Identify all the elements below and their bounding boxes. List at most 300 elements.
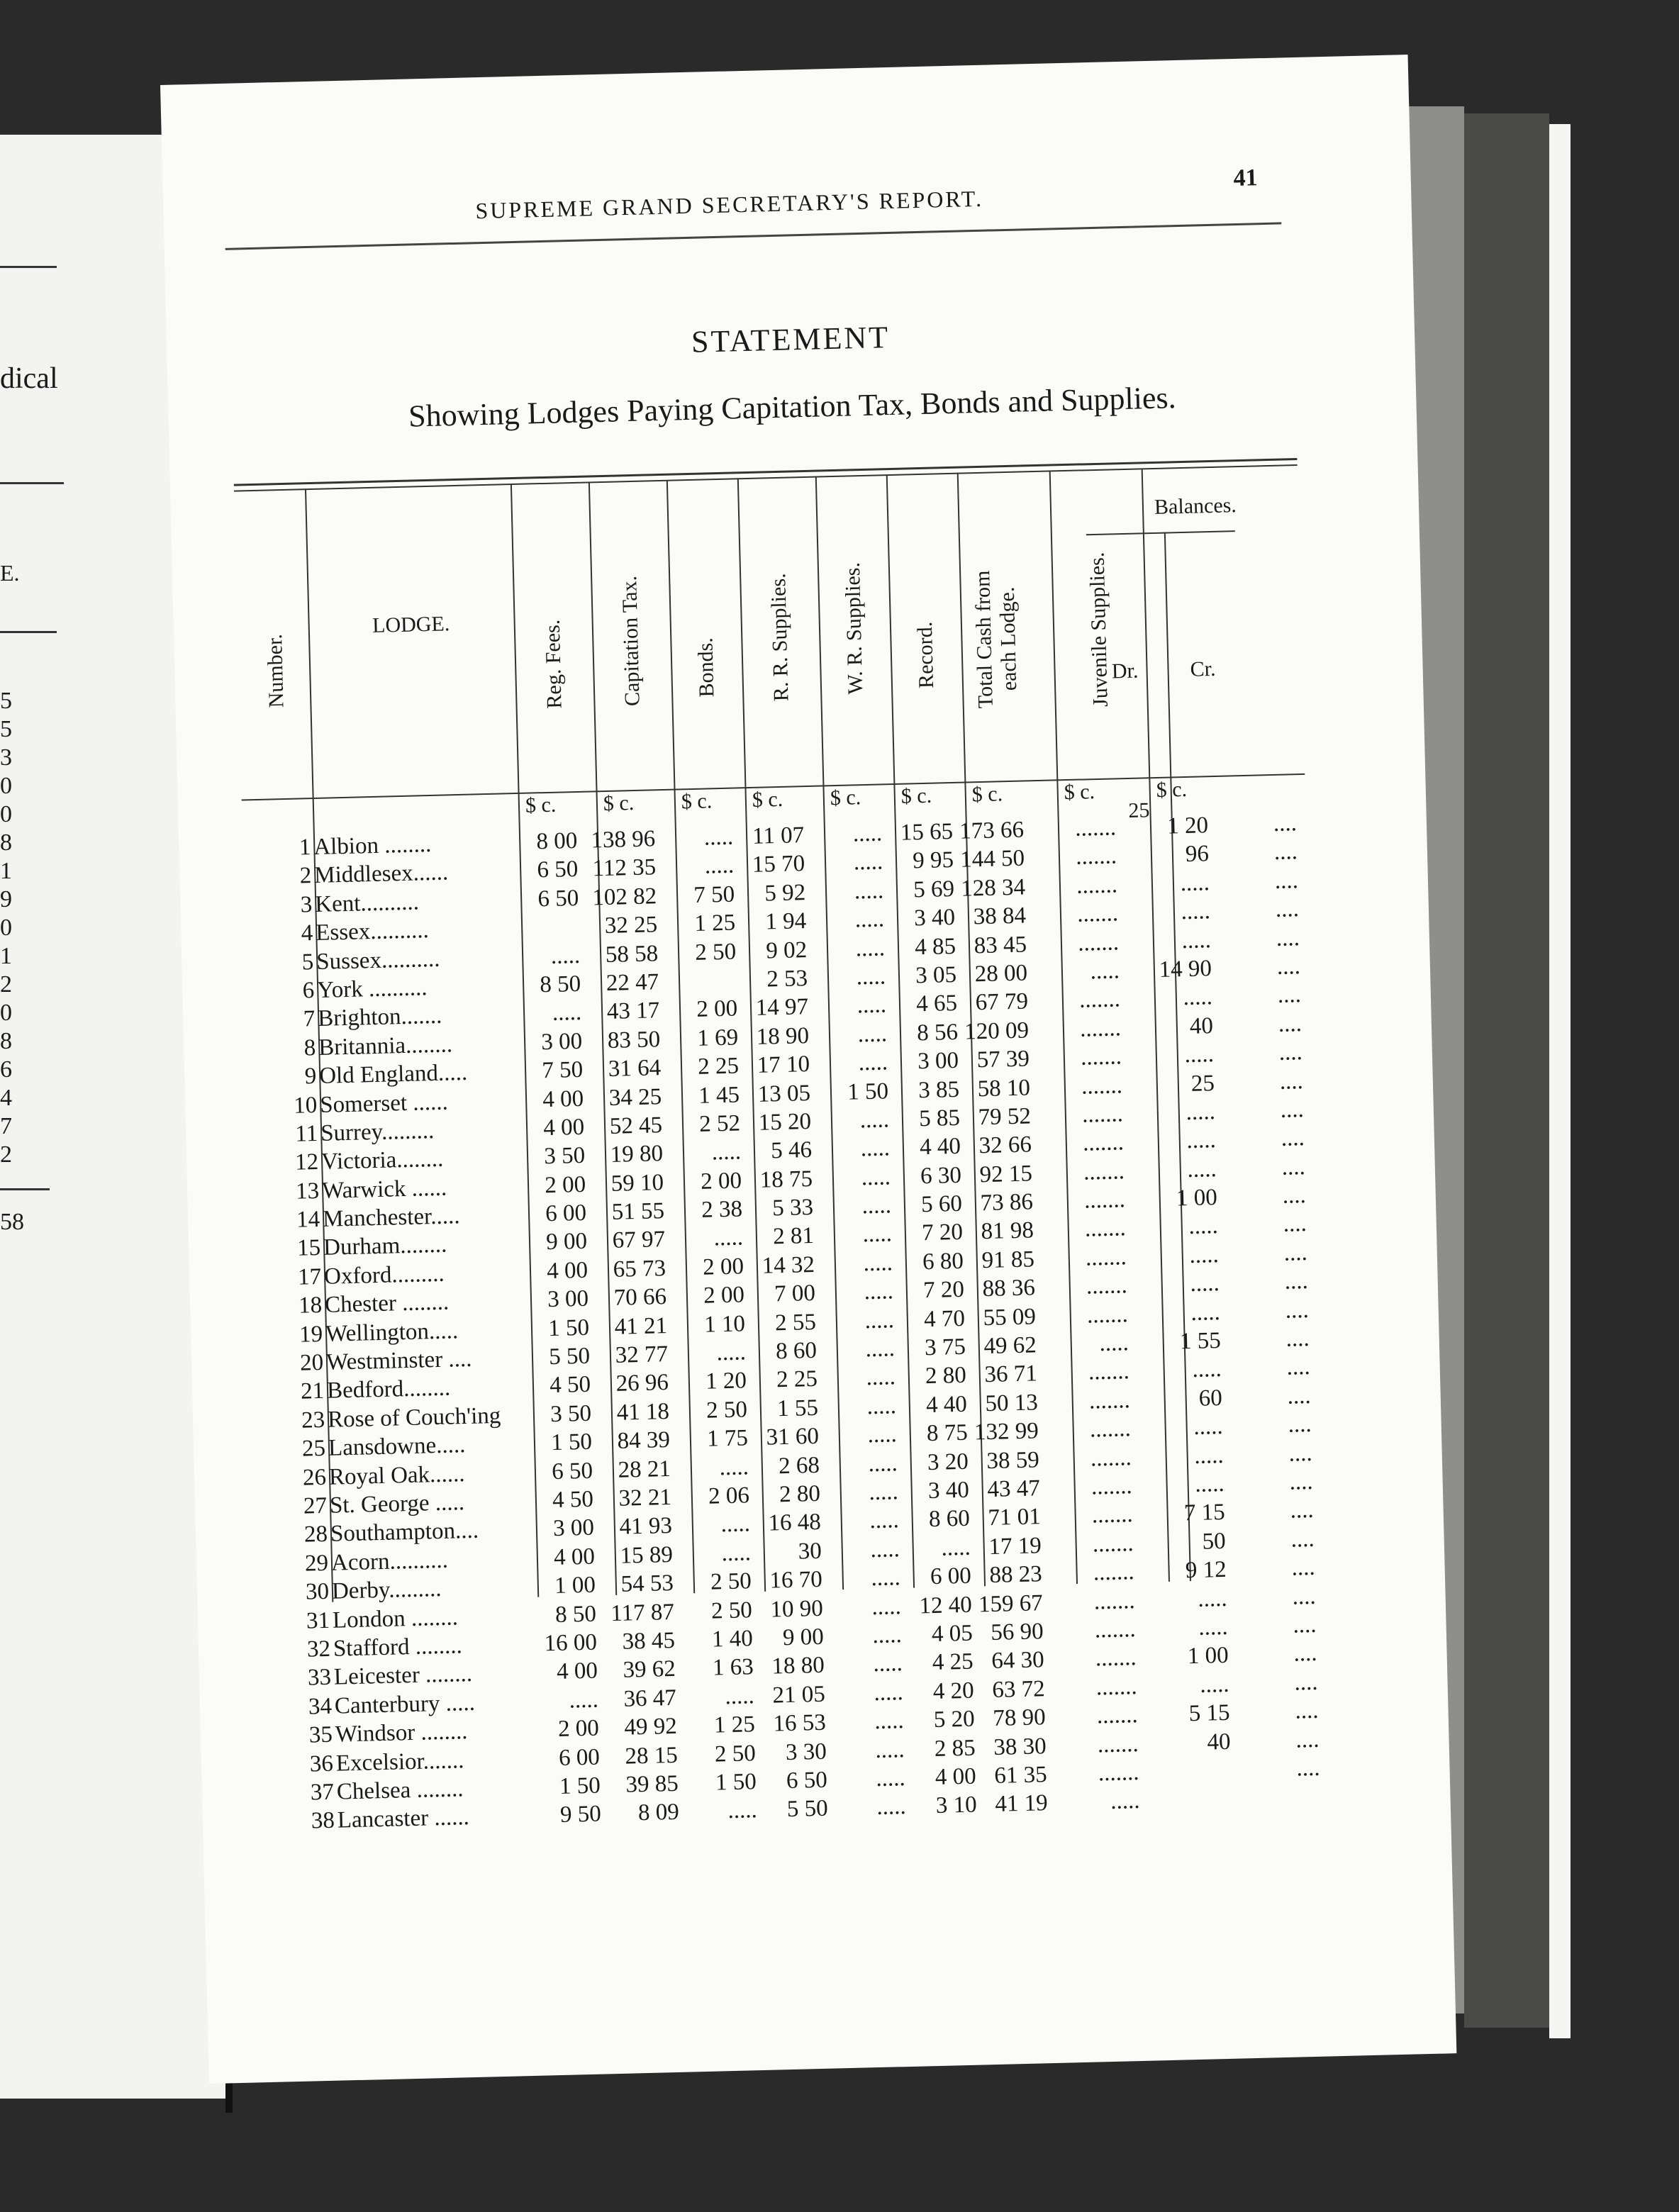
cell-cap: 39 85: [625, 1770, 679, 1798]
cell-dr: 9 12: [1185, 1557, 1227, 1584]
lodge-number: 37: [310, 1779, 335, 1806]
lodge-number: 3: [300, 891, 313, 918]
lodge-number: 12: [294, 1149, 319, 1176]
cell-juv: .......: [1076, 872, 1118, 899]
lodge-name: Canterbury .....: [334, 1689, 476, 1719]
cell-bonds: 2 50: [710, 1568, 752, 1595]
cell-wr: .....: [863, 1250, 893, 1277]
lodge-name: Lancaster ......: [337, 1804, 470, 1833]
cell-bonds: .....: [711, 1139, 742, 1166]
cell-rr: 21 05: [772, 1681, 826, 1709]
cell-juv: .......: [1089, 1416, 1132, 1443]
left-fragment-title: dical: [0, 362, 58, 395]
cell-cap: 26 96: [615, 1370, 669, 1397]
cell-wr: .....: [856, 963, 886, 990]
cell-dr: 40: [1207, 1728, 1231, 1755]
cell-cr: ....: [1289, 1468, 1314, 1495]
cell-total: 58 10: [977, 1074, 1031, 1102]
cell-rr: 2 53: [766, 966, 808, 993]
cell-total: 81 98: [981, 1217, 1034, 1245]
cell-wr: 1 50: [847, 1078, 889, 1105]
left-line-end: 0: [0, 801, 12, 827]
cell-juv: .......: [1075, 843, 1117, 871]
left-line-end: 9: [0, 886, 12, 912]
lodge-number: 19: [299, 1321, 323, 1348]
cell-dr: .....: [1190, 1270, 1220, 1297]
cell-cap: 58 58: [605, 940, 659, 968]
cell-rr: 5 92: [764, 879, 806, 907]
cell-cr: ....: [1288, 1412, 1312, 1438]
cell-cr: ....: [1279, 1068, 1304, 1095]
cell-bonds: 2 50: [694, 939, 737, 966]
cell-bonds: 1 50: [715, 1769, 757, 1796]
cell-bonds: 2 00: [696, 995, 738, 1023]
cell-rec: 3 10: [935, 1792, 978, 1819]
cell-cap: 70 66: [613, 1284, 667, 1312]
cell-reg: 1 50: [547, 1314, 590, 1341]
cell-juv: .......: [1088, 1358, 1130, 1385]
cell-bonds: 1 20: [705, 1368, 747, 1395]
lodge-number: 21: [300, 1378, 325, 1405]
cell-rec: 3 85: [917, 1076, 960, 1103]
cell-juv: .......: [1090, 1473, 1133, 1500]
cell-rr: 30: [798, 1538, 822, 1565]
cell-rec: 3 05: [915, 961, 957, 989]
cell-wr: .....: [859, 1107, 890, 1134]
lodge-name: Windsor ........: [335, 1719, 468, 1748]
header-juvenile-supplies: Juvenile Supplies.: [1085, 552, 1112, 708]
cell-rr: 5 46: [770, 1137, 813, 1164]
cell-rr: 2 68: [778, 1452, 820, 1479]
cell-bonds: .....: [713, 1224, 744, 1251]
unit-label: $ c.: [525, 793, 557, 817]
cell-total: 38 30: [993, 1733, 1047, 1760]
cell-cr: ....: [1281, 1154, 1306, 1180]
cell-bonds: 2 52: [698, 1110, 741, 1137]
cell-reg: 4 00: [553, 1543, 596, 1570]
cell-rr: 16 48: [768, 1509, 822, 1537]
cell-total: 36 71: [984, 1361, 1038, 1388]
cell-bonds: 2 06: [708, 1482, 750, 1509]
cell-rec: 3 00: [917, 1048, 959, 1075]
cell-cap: 117 87: [610, 1599, 675, 1626]
cell-juv: .......: [1088, 1387, 1131, 1414]
cell-reg: 2 00: [557, 1715, 600, 1743]
lodge-name: Royal Oak......: [328, 1460, 465, 1490]
lodge-name: Derby.........: [331, 1576, 442, 1604]
cell-rec: 12 40: [919, 1592, 973, 1619]
lodge-name: Rose of Couch'ing: [327, 1402, 501, 1433]
cell-cr: ....: [1273, 839, 1298, 866]
cell-bonds: 2 00: [702, 1253, 744, 1280]
lodge-name: Stafford ........: [333, 1633, 463, 1662]
cell-rec: 5 60: [920, 1190, 963, 1218]
lodge-name: Somerset ......: [319, 1089, 449, 1118]
cell-rr: 2 81: [772, 1223, 815, 1250]
cell-dr: 14 90: [1159, 956, 1212, 983]
cell-rr: 2 80: [779, 1480, 821, 1508]
cell-juv: .......: [1081, 1072, 1123, 1100]
lodge-name: Excelsior.......: [335, 1747, 464, 1777]
cell-dr: .....: [1189, 1241, 1220, 1268]
lodge-number: 2: [299, 863, 312, 889]
left-line-end: 0: [0, 1000, 12, 1026]
cell-dr: .....: [1199, 1671, 1229, 1698]
cell-bonds: 2 38: [701, 1196, 743, 1223]
cell-total: 63 72: [991, 1675, 1046, 1703]
cell-wr: .....: [867, 1421, 898, 1448]
lodge-number: 14: [296, 1207, 320, 1233]
cell-rec: 8 75: [926, 1419, 969, 1447]
cell-rr: 8 60: [775, 1337, 818, 1365]
cell-juv: .......: [1077, 929, 1120, 956]
cell-rec: 6 30: [920, 1162, 962, 1189]
cell-dr: 50: [1202, 1528, 1227, 1555]
cell-dr: 5 15: [1188, 1699, 1230, 1727]
cell-total: 49 62: [983, 1332, 1037, 1360]
cell-rec: 4 00: [935, 1763, 977, 1790]
cell-cap: 84 39: [617, 1427, 671, 1455]
cell-juv: .......: [1076, 900, 1119, 927]
left-line-end: 4: [0, 1085, 12, 1111]
left-line-end: 5: [0, 688, 12, 714]
lodge-name: Wellington.....: [325, 1317, 459, 1347]
lodge-name: Oxford.........: [323, 1261, 445, 1290]
cell-juv: .......: [1083, 1187, 1126, 1214]
header-rr-supplies: R. R. Supplies.: [766, 573, 793, 702]
cell-bonds: 2 50: [714, 1740, 757, 1767]
cell-wr: .....: [873, 1650, 903, 1677]
cell-wr: .....: [854, 878, 884, 905]
header-record: Record.: [913, 621, 939, 689]
cell-reg: 2 00: [544, 1171, 586, 1198]
cell-juv: .......: [1074, 815, 1117, 842]
cell-reg: 7 50: [541, 1056, 584, 1084]
cell-juv: .......: [1098, 1759, 1139, 1787]
cell-rr: 7 00: [774, 1280, 816, 1307]
cell-cap: 41 21: [614, 1312, 668, 1340]
cell-dr: .....: [1186, 1098, 1216, 1125]
lodge-name: Westminster ....: [325, 1346, 472, 1375]
cell-wr: .....: [861, 1192, 892, 1219]
cell-total: 64 30: [991, 1647, 1045, 1675]
lodge-name: Albion ........: [313, 831, 432, 861]
left-line-end: 8: [0, 830, 12, 856]
cell-rec: 15 65: [900, 819, 954, 846]
cell-reg: 3 50: [550, 1400, 592, 1427]
cell-bonds: 2 00: [700, 1168, 742, 1195]
left-total-rule: [0, 1188, 50, 1190]
cell-cap: 41 18: [616, 1398, 670, 1426]
left-rule: [0, 631, 57, 633]
cell-dr: 60: [1198, 1385, 1223, 1412]
cell-cr: ....: [1273, 810, 1298, 837]
left-line-end: 2: [0, 1141, 12, 1168]
cell-cap: 15 89: [620, 1541, 674, 1569]
cell-wr: .....: [872, 1622, 903, 1649]
lodge-name: Middlesex......: [313, 859, 449, 889]
cell-total: 50 13: [985, 1390, 1039, 1417]
cell-rec: 3 40: [913, 905, 956, 932]
cell-dr: .....: [1190, 1299, 1221, 1326]
cell-wr: .....: [869, 1479, 899, 1506]
header-total-cash-line2: each Lodge.: [995, 586, 1022, 691]
lodge-name: York ..........: [316, 975, 428, 1003]
cell-rec: 2 80: [925, 1363, 967, 1390]
cell-rr: 31 60: [766, 1424, 820, 1451]
running-head: SUPREME GRAND SECRETARY'S REPORT.: [475, 185, 984, 224]
lodge-name: Brighton.......: [317, 1003, 442, 1032]
cell-bonds: .....: [721, 1540, 752, 1567]
cell-wr: .....: [870, 1536, 900, 1563]
header-balances: Balances.: [1154, 493, 1237, 519]
cell-dr: .....: [1186, 1127, 1217, 1154]
balances-rule: [1086, 530, 1235, 535]
lodge-number: 23: [301, 1407, 325, 1434]
cell-cap: 54 53: [620, 1570, 674, 1597]
cell-wr: .....: [871, 1593, 902, 1620]
lodge-number: 15: [296, 1235, 321, 1262]
cell-dr: .....: [1198, 1614, 1229, 1641]
table-top-rule: [234, 458, 1298, 492]
cell-dr: .....: [1193, 1414, 1224, 1441]
cell-cap: 49 92: [624, 1714, 678, 1741]
cell-rr: 18 90: [756, 1022, 810, 1050]
cell-rr: 5 50: [786, 1796, 829, 1823]
cell-cr: ....: [1284, 1268, 1309, 1295]
cell-total: 32 66: [978, 1132, 1032, 1159]
cell-cap: 34 25: [608, 1083, 662, 1111]
cell-cr: ....: [1285, 1325, 1310, 1352]
cell-cap: 51 55: [611, 1198, 665, 1225]
lodge-number: 29: [304, 1550, 329, 1577]
cell-wr: .....: [869, 1507, 900, 1534]
cell-cap: 36 47: [623, 1685, 677, 1712]
cell-reg: 3 50: [543, 1143, 586, 1170]
cell-wr: .....: [876, 1794, 907, 1821]
cell-rr: 3 30: [785, 1738, 827, 1765]
cell-total: 55 09: [983, 1303, 1037, 1331]
lodge-number: 28: [303, 1521, 328, 1548]
cell-rec: 4 40: [925, 1391, 968, 1418]
cell-dr: .....: [1181, 927, 1212, 954]
cell-cr: ....: [1293, 1641, 1317, 1667]
cell-reg: 6 50: [537, 856, 579, 883]
lodge-number: 27: [303, 1492, 328, 1519]
cell-wr: .....: [853, 849, 883, 876]
cell-juv: .......: [1095, 1673, 1138, 1701]
left-rule: [0, 482, 64, 484]
lodge-number: 10: [293, 1092, 318, 1119]
cell-cr: ....: [1282, 1183, 1307, 1209]
lodge-number: 20: [299, 1349, 324, 1376]
cell-juv: .......: [1080, 1044, 1122, 1071]
lodge-name: Acorn..........: [330, 1547, 449, 1576]
page-edge-light: [1549, 124, 1571, 2038]
cell-dr: .....: [1180, 869, 1210, 896]
cell-rec: 5 69: [913, 876, 955, 903]
cell-cap: 19 80: [610, 1141, 664, 1168]
cell-cr: ....: [1281, 1125, 1305, 1152]
cell-rec: 4 05: [931, 1620, 974, 1648]
cell-wr: .....: [866, 1364, 896, 1391]
left-line-end: 8: [0, 1028, 12, 1054]
cell-wr: .....: [874, 1708, 905, 1735]
cell-total: 128 34: [960, 874, 1026, 902]
cell-reg: 3 00: [552, 1515, 595, 1542]
cell-reg: .....: [550, 942, 581, 969]
lodge-name: Leicester ........: [333, 1661, 473, 1691]
cell-cap: 8 09: [637, 1799, 680, 1826]
cell-rec: 5 85: [918, 1105, 961, 1132]
lodge-name: London ........: [332, 1604, 459, 1633]
cell-rec: 3 20: [927, 1448, 969, 1475]
cell-juv: .......: [1083, 1158, 1125, 1185]
cell-dr: 40: [1189, 1012, 1214, 1039]
header-cr: Cr.: [1190, 657, 1216, 681]
cell-cr: ....: [1278, 1010, 1303, 1037]
cell-total: 41 19: [994, 1790, 1049, 1818]
cell-juv: .......: [1091, 1502, 1134, 1529]
cell-cr: ....: [1287, 1382, 1312, 1409]
cell-reg: .....: [552, 1000, 582, 1027]
cell-total: 38 84: [973, 903, 1027, 930]
cell-rec: 6 00: [930, 1563, 972, 1590]
cell-rr: 18 75: [759, 1166, 813, 1193]
cell-rr: 1 55: [776, 1395, 819, 1422]
cell-bonds: 1 69: [696, 1024, 739, 1051]
cell-rr: 16 70: [769, 1566, 823, 1594]
lodge-number: 13: [295, 1178, 320, 1205]
cell-cr: ....: [1285, 1297, 1310, 1324]
cell-cap: 41 93: [619, 1513, 673, 1541]
cell-rr: 14 32: [762, 1251, 815, 1279]
page-number: 41: [1233, 164, 1259, 192]
cell-wr: .....: [874, 1736, 905, 1763]
cell-bonds: .....: [716, 1339, 747, 1366]
lodge-table: [242, 809, 1330, 1837]
unit-label: $ c.: [830, 786, 861, 810]
lodge-name: Chelsea ........: [336, 1776, 464, 1805]
cell-rr: 13 05: [757, 1080, 811, 1107]
cell-bonds: .....: [703, 824, 734, 851]
cell-reg: 6 50: [551, 1458, 593, 1485]
cell-rec: 3 40: [927, 1477, 970, 1504]
book-cover-edge: [1464, 113, 1549, 2028]
cell-cr: ....: [1291, 1554, 1316, 1581]
cell-cap: 112 35: [592, 854, 657, 882]
cell-wr: .....: [864, 1278, 894, 1305]
cell-dr: 96: [1185, 841, 1210, 868]
cell-total: 120 09: [964, 1017, 1030, 1045]
lodge-name: Old England.....: [318, 1059, 468, 1090]
cell-cap: 52 45: [609, 1112, 663, 1139]
lodge-name: Sussex..........: [316, 946, 440, 975]
cell-dr: 7 15: [1183, 1499, 1226, 1526]
cell-bonds: 1 25: [693, 910, 736, 937]
cell-reg: 6 00: [558, 1744, 601, 1771]
cell-rr: 15 70: [752, 851, 805, 878]
lodge-number: 34: [308, 1693, 333, 1720]
cell-cap: 102 82: [591, 883, 657, 911]
cell-reg: 4 00: [542, 1085, 584, 1112]
header-capitation-tax: Capitation Tax.: [618, 575, 645, 707]
cell-total: 57 39: [976, 1046, 1030, 1073]
cell-total: 88 23: [989, 1561, 1043, 1589]
cell-total: 61 35: [993, 1762, 1048, 1789]
cell-total: 56 90: [990, 1619, 1044, 1646]
cell-juv: .....: [1099, 1330, 1129, 1357]
lodge-number: 32: [306, 1636, 331, 1663]
cell-wr: .....: [871, 1565, 901, 1592]
cell-dr: .....: [1184, 1041, 1215, 1068]
cell-rr: 15 20: [758, 1108, 812, 1136]
cell-reg: 1 00: [554, 1572, 596, 1599]
cell-wr: .....: [855, 934, 886, 961]
cell-rr: 5 33: [771, 1195, 814, 1222]
cell-cap: 32 21: [618, 1484, 672, 1512]
cell-total: 91 85: [981, 1246, 1035, 1274]
cell-rr: 18 80: [771, 1653, 825, 1680]
lodge-number: 9: [304, 1063, 317, 1090]
cell-juv: .......: [1096, 1702, 1139, 1729]
cell-juv: .......: [1081, 1101, 1124, 1128]
cell-cap: 43 17: [606, 998, 660, 1025]
cell-cap: 22 47: [606, 969, 659, 996]
cell-juv: .......: [1097, 1731, 1139, 1758]
unit-label: $ c.: [1064, 780, 1095, 805]
cell-cr: ....: [1276, 954, 1301, 980]
header-total-cash: [971, 569, 1022, 708]
unit-label: $ c.: [1156, 777, 1188, 802]
cell-rr: 17 10: [757, 1051, 810, 1078]
cell-rec: 6 80: [922, 1248, 964, 1275]
header-lodge: LODGE.: [372, 612, 450, 637]
left-rule: [0, 266, 57, 268]
lodge-name: Kent..........: [314, 889, 420, 917]
cell-total: 67 79: [975, 988, 1029, 1016]
header-reg-fees: Reg. Fees.: [540, 619, 567, 709]
cell-cr: ....: [1292, 1583, 1317, 1610]
cell-total: 38 59: [986, 1446, 1040, 1474]
cell-juv: .......: [1093, 1587, 1136, 1615]
cell-cap: 138 96: [591, 826, 656, 854]
cell-cap: 28 15: [625, 1742, 679, 1770]
cell-juv: .......: [1093, 1559, 1135, 1586]
cell-bonds: .....: [719, 1453, 749, 1480]
lodge-name: Surrey.........: [320, 1117, 435, 1146]
lodge-number: 31: [306, 1607, 330, 1634]
cell-bonds: 2 50: [705, 1397, 748, 1424]
cell-cr: ....: [1275, 896, 1300, 923]
cell-bonds: 2 00: [703, 1282, 745, 1309]
cell-reg: 8 50: [554, 1601, 597, 1628]
header-number: Number.: [262, 633, 289, 708]
lodge-name: Manchester.....: [322, 1203, 460, 1232]
cell-juv: .....: [1090, 958, 1120, 985]
cell-rec: 8 60: [928, 1506, 971, 1533]
cell-wr: .....: [858, 1049, 888, 1076]
lodge-number: 33: [307, 1665, 332, 1691]
cell-reg: 6 00: [545, 1200, 587, 1227]
lodge-name: Britannia........: [318, 1032, 453, 1061]
lodge-number: 25: [301, 1436, 326, 1462]
lodge-name: Lansdowne.....: [328, 1432, 466, 1461]
cell-wr: .....: [864, 1307, 895, 1334]
cell-rec: 4 85: [914, 933, 956, 960]
cell-rr: 9 00: [782, 1624, 825, 1651]
cell-bonds: .....: [727, 1797, 758, 1824]
